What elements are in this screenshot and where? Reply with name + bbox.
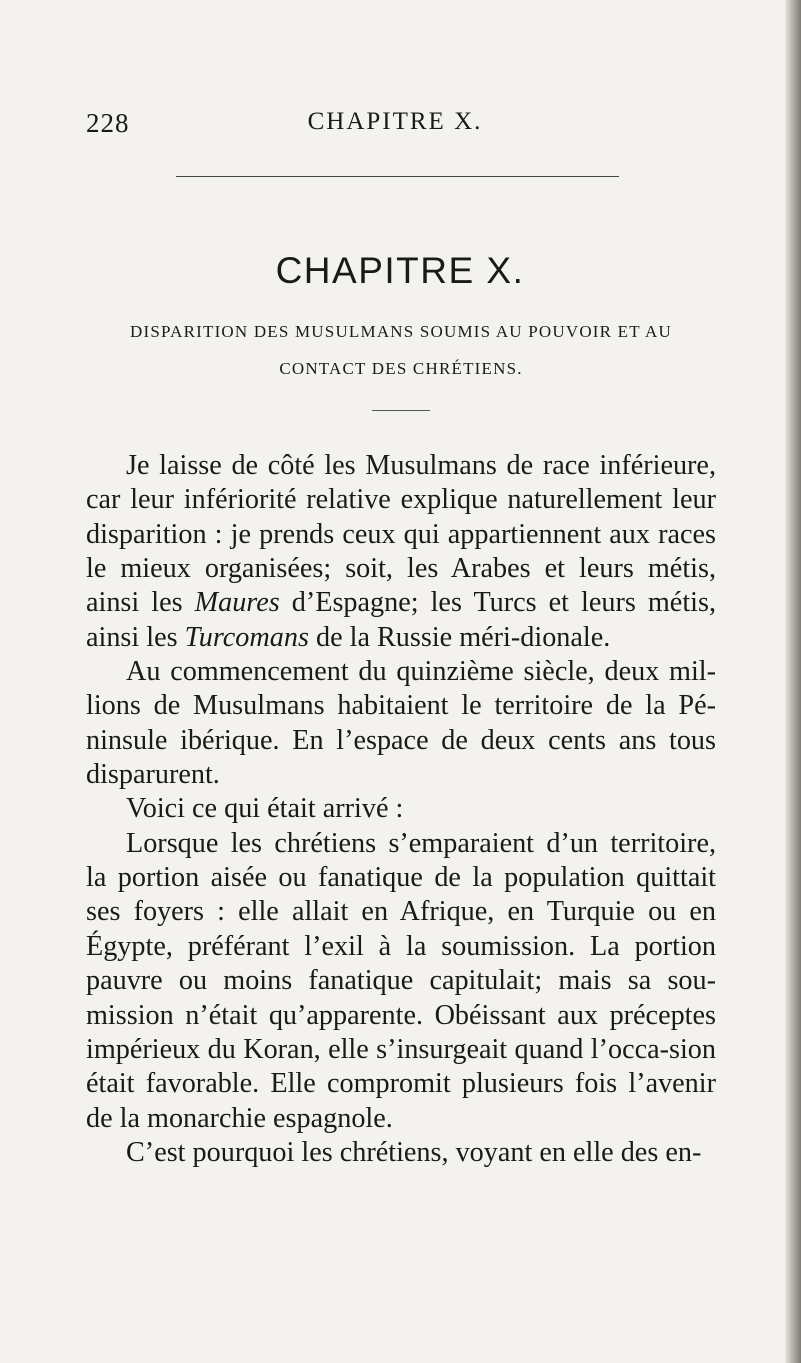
paragraph-3: Voici ce qui était arrivé : — [126, 793, 404, 825]
paragraph-5: C’est pourquoi les chrétiens, voyant en elle des en- — [126, 1136, 702, 1168]
page-edge-shadow — [785, 0, 801, 1363]
page-number: 228 — [86, 108, 130, 138]
paragraph-1-part-a: Je laisse de côté les Musulmans de race inférieure, car leur infériorité relative explique naturellement leur disparition : je prends ceux qui appartiennent aux races le mieux organisées; soit, les Arabes et leurs métis, ainsi les — [86, 450, 716, 619]
section-divider — [372, 410, 430, 411]
paragraph-1-part-c: d’Espagne; les Turcs et leurs métis, ainsi les — [86, 587, 716, 653]
paragraph-2: Au commencement du quinzième siècle, deux mil-lions de Musulmans habitaient le territoire de la Pé-ninsule ibérique. En l’espace de deux cents ans tous disparurent. — [86, 656, 716, 791]
paragraph-1 — [86, 449, 716, 655]
paragraph-1-part-e: de la Russie méri-dionale. — [308, 621, 611, 653]
chapter-subtitle: DISPARITION DES MUSULMANS SOUMIS AU POUVOIR ET AU CONTACT DES CHRÉTIENS. — [130, 322, 672, 378]
header-rule — [176, 176, 619, 177]
running-header — [0, 108, 801, 148]
paragraph-4: Lorsque les chrétiens s’emparaient d’un territoire, la portion aisée ou fanatique de la population quittait ses foyers : elle allait en Afrique, en Turquie ou en Égypte, préférant l’exil à la soumission. La portion pauvre ou moins fanatique capitulait; mais sa sou-mission n’était qu’apparente. Obéissant aux préceptes impérieux du Koran, elle s’insurgeait quand l’occa-sion était favorable. Elle compromit plusieurs fois l’avenir de la monarchie espagnole. — [86, 827, 716, 1134]
paragraph-1-italic-maures: Maures — [194, 587, 280, 619]
running-title: CHAPITRE X. — [307, 108, 483, 135]
paragraph-1-italic-turcomans: Turcomans — [184, 621, 309, 653]
chapter-title: CHAPITRE X. — [275, 250, 525, 291]
body-text — [86, 449, 716, 1170]
